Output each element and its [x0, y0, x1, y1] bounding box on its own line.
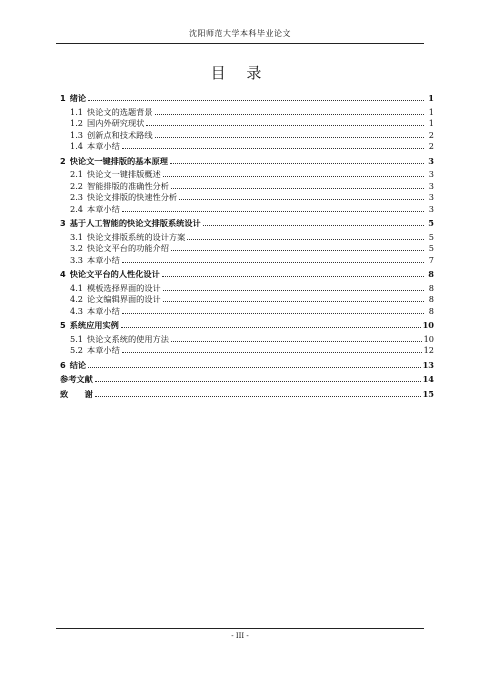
toc-entry-title: 结论 [69, 359, 87, 370]
toc-section-entry[interactable] [60, 232, 434, 244]
toc-entry-title: 基于人工智能的快论文排版系统设计 [69, 218, 201, 228]
toc-entry-number: 1.1 [70, 106, 84, 117]
toc-entry-title: 绪论 [69, 93, 87, 103]
dot-leader [88, 99, 424, 101]
dot-leader [95, 395, 421, 397]
toc-entry-number: 1.4 [70, 141, 84, 151]
toc-entry-number: 3.2 [70, 243, 84, 253]
dot-leader [146, 124, 424, 126]
toc-entry-title: 本章小结 [87, 254, 120, 265]
toc-entry-page: 1 [428, 118, 434, 128]
toc-entry-number: 4.3 [70, 305, 84, 316]
toc-entry-page: 5 [428, 243, 434, 253]
toc-entry-page: 8 [428, 269, 434, 279]
dot-leader [155, 113, 424, 115]
toc-entry-page: 7 [428, 254, 434, 265]
toc-entry-title: 快论文排版系统的设计方案 [87, 231, 186, 242]
running-header: 沈阳师范大学本科毕业论文 [56, 28, 424, 44]
toc-entry-number: 2.2 [70, 180, 84, 191]
toc-entry-page: 3 [428, 203, 434, 214]
toc-entry-page: 10 [422, 320, 434, 330]
toc-entry-page: 2 [428, 129, 434, 140]
toc-entry-number: 3.3 [70, 254, 84, 265]
toc-entry-title: 参考文献 [60, 374, 93, 384]
toc-entry-number: 5.1 [70, 333, 84, 344]
dot-leader [163, 300, 424, 302]
dot-leader [171, 187, 424, 189]
dot-leader [121, 326, 421, 328]
toc-entry-page: 1 [428, 93, 434, 103]
toc-section-entry[interactable] [60, 243, 434, 255]
toc-entry-title: 快论文一键排版的基本原理 [69, 155, 168, 166]
toc-section-entry[interactable] [60, 255, 434, 267]
dot-leader [122, 210, 424, 212]
toc-chapter-entry[interactable] [60, 389, 434, 401]
dot-leader [88, 366, 421, 368]
toc-entry-number: 2.3 [70, 192, 84, 202]
dot-leader [179, 198, 424, 200]
toc-entry-number: 2.4 [70, 203, 84, 214]
dot-leader [155, 136, 424, 138]
toc-chapter-entry[interactable] [60, 374, 434, 386]
dot-leader [171, 249, 424, 251]
toc-section-entry[interactable] [60, 334, 434, 346]
toc-entry-number: 4.1 [70, 282, 84, 293]
toc-entry-page: 3 [428, 169, 434, 179]
toc-entry-page: 3 [428, 180, 434, 191]
dot-leader [163, 289, 424, 291]
toc-entry-page: 14 [422, 374, 434, 384]
toc-section-entry[interactable] [60, 181, 434, 193]
toc-section-entry[interactable] [60, 345, 434, 357]
toc-entry-page: 10 [423, 333, 434, 344]
toc-entry-page: 2 [428, 141, 434, 151]
toc-entry-title: 创新点和技术路线 [87, 129, 153, 140]
toc-entry-number: 4.2 [70, 294, 84, 304]
toc-entry-title: 本章小结 [87, 141, 120, 151]
toc-chapter-entry[interactable] [60, 269, 434, 281]
page-number: - III - [231, 632, 249, 640]
toc-entry-title: 快论文排版的快速性分析 [87, 192, 178, 202]
toc-entry-number: 5 [60, 320, 66, 330]
toc-section-entry[interactable] [60, 204, 434, 216]
toc-entry-number: 3 [60, 218, 66, 228]
toc-entry-number: 1.2 [70, 118, 84, 128]
toc-entry-title: 快论文平台的人性化设计 [69, 269, 160, 279]
toc-entry-title: 本章小结 [87, 203, 120, 214]
toc-entry-title: 模板选择界面的设计 [87, 282, 161, 293]
dot-leader [170, 162, 424, 164]
dot-leader [187, 238, 424, 240]
dot-leader [122, 312, 424, 314]
toc-entry-number: 2 [60, 155, 66, 166]
toc-entry-page: 8 [428, 294, 434, 304]
dot-leader [122, 261, 424, 263]
toc-section-entry[interactable] [60, 306, 434, 318]
toc-entry-number: 3.1 [70, 231, 84, 242]
toc-entry-title: 本章小结 [87, 305, 120, 316]
toc-section-entry[interactable] [60, 294, 434, 306]
toc-entry-page: 8 [428, 305, 434, 316]
toc-entry-page: 8 [428, 282, 434, 293]
dot-leader [122, 147, 424, 149]
toc-entry-title: 快论文平台的功能介绍 [87, 243, 169, 253]
toc-entry-title: 系统应用实例 [69, 320, 119, 330]
toc-section-entry[interactable] [60, 130, 434, 142]
toc-entry-page: 3 [428, 155, 434, 166]
toc-chapter-entry[interactable] [60, 93, 434, 105]
toc-chapter-entry[interactable] [60, 156, 434, 168]
toc-entry-page: 13 [422, 359, 434, 370]
toc-entry-title: 论文编辑界面的设计 [87, 294, 161, 304]
toc-entry-number: 6 [60, 359, 66, 370]
toc-entry-title: 本章小结 [87, 345, 120, 355]
toc-section-entry[interactable] [60, 118, 434, 130]
toc-entry-title: 致 谢 [60, 388, 93, 399]
toc-entry-number: 4 [60, 269, 66, 279]
toc-entry-title: 快论文一键排版概述 [87, 169, 161, 179]
toc-entry-page: 3 [428, 192, 434, 202]
toc-section-entry[interactable] [60, 107, 434, 119]
toc-entry-number: 1 [60, 93, 66, 103]
toc-section-entry[interactable] [60, 169, 434, 181]
toc-section-entry[interactable] [60, 141, 434, 153]
toc-entry-title: 智能排版的准确性分析 [87, 180, 169, 191]
dot-leader [162, 275, 424, 277]
footer-divider [56, 628, 424, 629]
toc-title: 目 录 [210, 64, 270, 82]
dot-leader [203, 224, 424, 226]
toc-section-entry[interactable] [60, 192, 434, 204]
toc-entry-page: 15 [422, 388, 434, 399]
toc-entry-title: 快论文系统的使用方法 [87, 333, 169, 344]
dot-leader [171, 340, 422, 342]
toc-entry-number: 5.2 [70, 345, 84, 355]
toc-entry-title: 国内外研究现状 [87, 118, 145, 128]
toc-section-entry[interactable] [60, 283, 434, 295]
toc-entry-page: 5 [428, 218, 434, 228]
toc-entry-page: 12 [423, 345, 434, 355]
table-of-contents [60, 90, 434, 402]
toc-chapter-entry[interactable] [60, 360, 434, 372]
toc-entry-number: 2.1 [70, 169, 84, 179]
toc-entry-page: 1 [428, 106, 434, 117]
dot-leader [122, 351, 422, 353]
toc-entry-number: 1.3 [70, 129, 84, 140]
dot-leader [95, 380, 421, 382]
toc-chapter-entry[interactable] [60, 320, 434, 332]
dot-leader [163, 175, 424, 177]
toc-chapter-entry[interactable] [60, 218, 434, 230]
toc-entry-title: 快论文的选题背景 [87, 106, 153, 117]
toc-entry-page: 5 [428, 231, 434, 242]
